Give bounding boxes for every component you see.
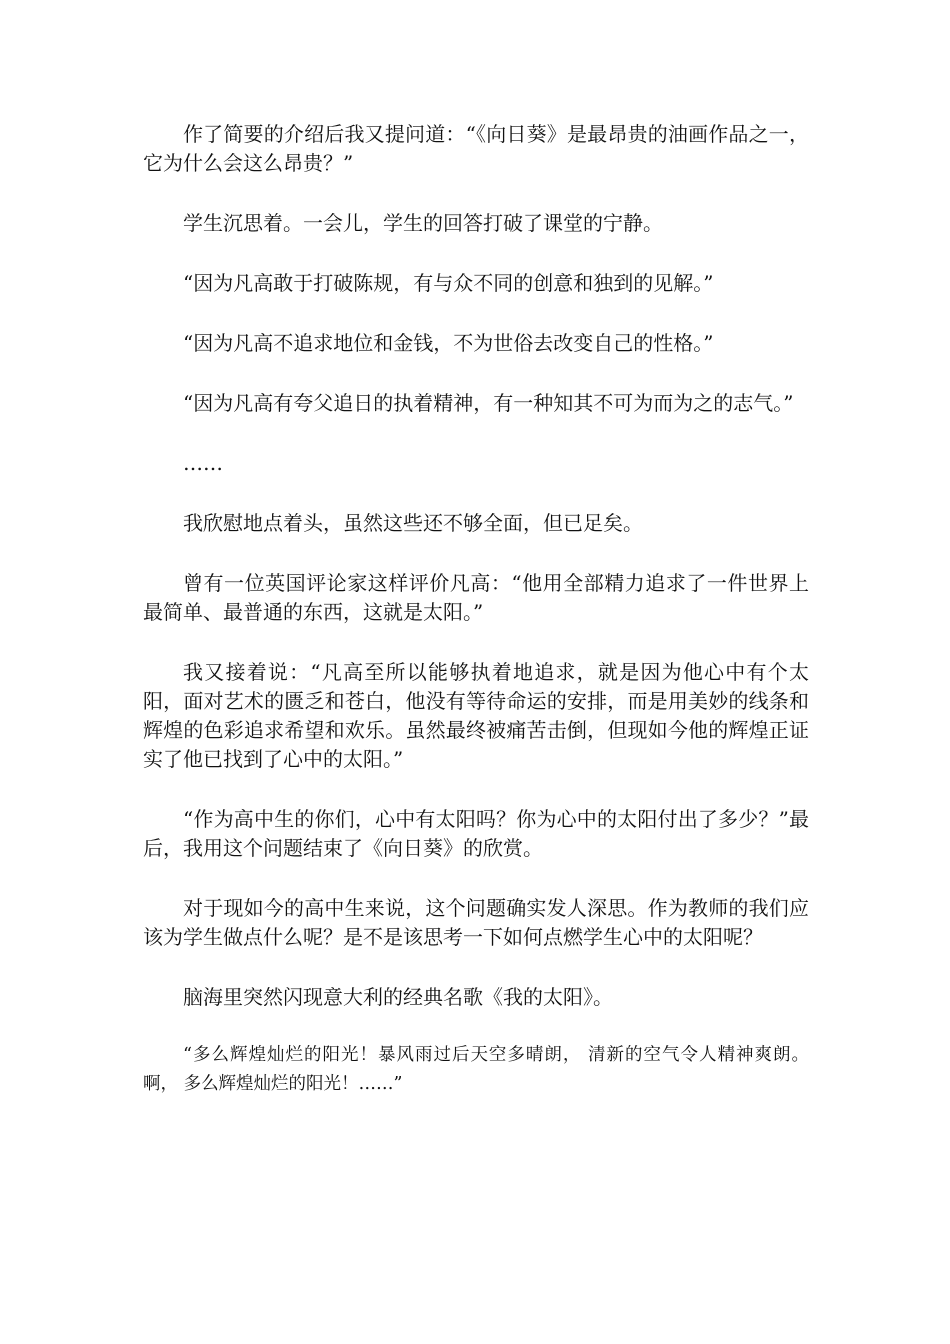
paragraph-closing-question: “作为高中生的你们，心中有太阳吗？你为心中的太阳付出了多少？”最后，我用这个问题结束了《向日葵》的欣赏。: [143, 807, 809, 860]
paragraph-song-mention: 脑海里突然闪现意大利的经典名歌《我的太阳》。: [183, 985, 613, 1009]
paragraph-answer-3: “因为凡高有夸父追日的执着精神，有一种知其不可为而为之的志气。”: [183, 391, 794, 415]
paragraph-teacher-reaction: 我欣慰地点着头，虽然这些还不够全面，但已足矣。: [183, 511, 643, 535]
paragraph-students-thinking: 学生沉思着。一会儿，学生的回答打破了课堂的宁静。: [183, 211, 663, 235]
paragraph-answer-2: “因为凡高不追求地位和金钱，不为世俗去改变自己的性格。”: [183, 331, 714, 355]
paragraph-intro-question: 作了简要的介绍后我又提问道：“《向日葵》是最昂贵的油画作品之一，它为什么会这么昂贵？”: [143, 122, 809, 175]
paragraph-answer-1: “因为凡高敢于打破陈规，有与众不同的创意和独到的见解。”: [183, 271, 714, 295]
paragraph-ellipsis: ……: [183, 451, 223, 475]
paragraph-critic-quote: 曾有一位英国评论家这样评价凡高：“他用全部精力追求了一件世界上最简单、最普通的东西，这就是太阳。”: [143, 571, 809, 624]
paragraph-teacher-speech: 我又接着说：“凡高至所以能够执着地追求，就是因为他心中有个太阳，面对艺术的匮乏和苍白，他没有等待命运的安排，而是用美妙的线条和辉煌的色彩追求希望和欢乐。虽然最终被痛苦击倒，但现如今他的辉煌正证实了他已找到了心中的太阳。”: [143, 660, 809, 771]
paragraph-song-lyrics: “多么辉煌灿烂的阳光！暴风雨过后天空多晴朗， 清新的空气令人精神爽朗。啊， 多么辉煌灿烂的阳光！……”: [143, 1045, 809, 1094]
paragraph-reflection: 对于现如今的高中生来说，这个问题确实发人深思。作为教师的我们应该为学生做点什么呢？是不是该思考一下如何点燃学生心中的太阳呢？: [143, 896, 809, 949]
document-body: [143, 120, 809, 1130]
